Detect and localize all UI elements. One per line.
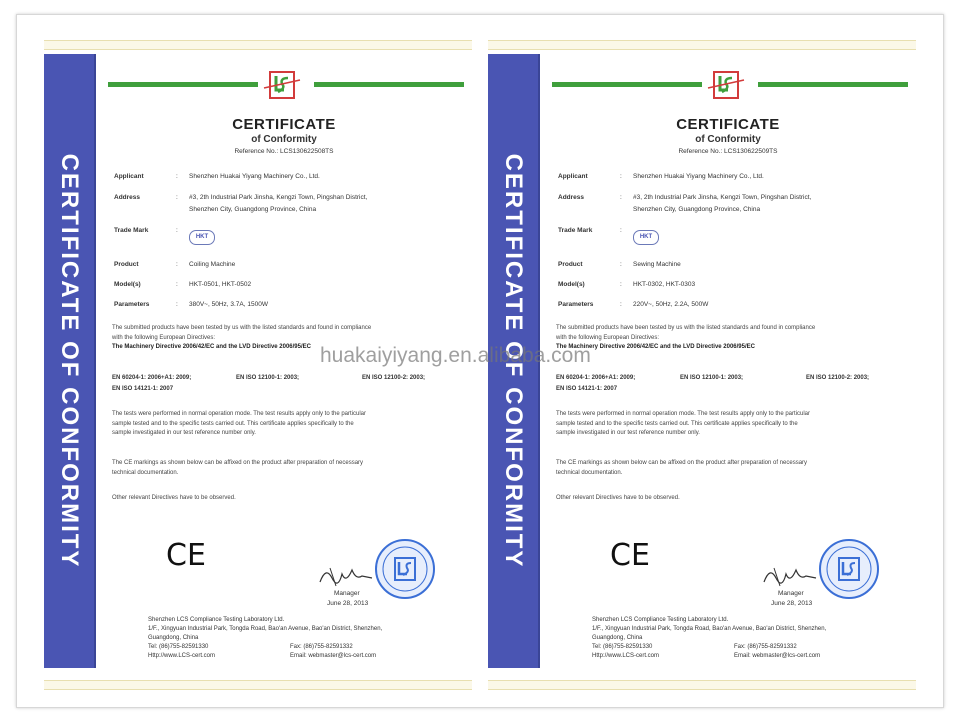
address-line-1: #3, 2th Industrial Park Jinsha, Kengzi Town, Pingshan District, [633, 194, 812, 201]
address-line-2: Shenzhen City, Guangdong Province, China [633, 206, 761, 213]
colon: : [176, 173, 178, 180]
colon: : [620, 261, 622, 268]
ce-mark: CE [610, 538, 650, 573]
lab-email: Email: webmaster@lcs-cert.com [734, 653, 821, 659]
watermark: huakaiyiyang.en.alibaba.com [320, 344, 591, 367]
ce-marking-paragraph [112, 459, 462, 478]
colon: : [176, 227, 178, 234]
green-rule-left [552, 82, 702, 87]
text-line: The CE markings as shown below can be affixed on the product after preparation of necessary [556, 460, 808, 466]
colon: : [176, 261, 178, 268]
product-label: Product [114, 261, 139, 268]
certificate-subtitle: of Conformity [695, 134, 761, 145]
colon: : [620, 227, 622, 234]
ce-marking-paragraph [556, 459, 906, 478]
parameters-label: Parameters [114, 301, 150, 308]
standard-2: EN ISO 12100-1: 2003; [236, 375, 300, 381]
lab-address-2: Guangdong, China [148, 635, 199, 641]
text-line: The submitted products have been tested by us with the listed standards and found in compliance [556, 325, 816, 331]
colon: : [176, 281, 178, 288]
colon: : [176, 301, 178, 308]
ce-mark: CE [166, 538, 206, 573]
text-line: sample investigated in our test reference number only. [112, 430, 256, 436]
product-label: Product [558, 261, 583, 268]
text-line: with the following European Directives: [556, 334, 660, 341]
standard-4: EN ISO 14121-1: 2007 [556, 386, 618, 392]
standard-1: EN 60204-1: 2006+A1: 2009; [556, 375, 636, 381]
side-band-text: CERTIFICATE OF CONFORMITY [56, 153, 83, 569]
hkt-trademark-logo: HKT [633, 230, 659, 245]
standard-1: EN 60204-1: 2006+A1: 2009; [112, 375, 192, 381]
certificate-title: CERTIFICATE [676, 116, 780, 133]
manager-label: Manager [334, 590, 360, 597]
top-border [44, 40, 472, 50]
colon: : [620, 194, 622, 201]
lab-address-1: 1/F., Xingyuan Industrial Park, Tongda Road, Bao'an Avenue, Bao'an District, Shenzhen, [148, 626, 383, 632]
text-line: The CE markings as shown below can be affixed on the product after preparation of necessary [112, 460, 364, 466]
lcs-seal-icon [818, 538, 880, 600]
certificate-subtitle: of Conformity [251, 134, 317, 145]
colon: : [620, 301, 622, 308]
compliance-paragraph [556, 324, 906, 353]
address-label: Address [558, 194, 585, 201]
top-border [488, 40, 916, 50]
reference-number: Reference No.: LCS130622508TS [234, 148, 334, 155]
lab-fax: Fax: (86)755-82591332 [290, 644, 353, 650]
side-band-text: CERTIFICATE OF CONFORMITY [500, 153, 527, 569]
side-band [44, 54, 96, 668]
standard-4: EN ISO 14121-1: 2007 [112, 386, 174, 392]
text-line: sample investigated in our test reference number only. [556, 430, 700, 436]
parameters-label: Parameters [558, 301, 594, 308]
lab-website: Http://www.LCS-cert.com [592, 653, 660, 659]
lab-fax: Fax: (86)755-82591332 [734, 644, 797, 650]
green-rule-right [314, 82, 464, 87]
applicant-value: Shenzhen Huakai Yiyang Machinery Co., Ltd. [633, 173, 764, 180]
green-rule-left [108, 82, 258, 87]
trademark-label: Trade Mark [558, 227, 593, 234]
bottom-border [44, 680, 472, 690]
lcs-logo-icon [706, 66, 746, 106]
colon: : [620, 173, 622, 180]
text-line: sample tested and to the specific tests carried out. This certificate applies specifically to the [556, 420, 798, 427]
parameters-value: 380V~, 50Hz, 3.7A, 1500W [189, 301, 268, 308]
issue-date: June 28, 2013 [771, 600, 813, 607]
lab-address-1: 1/F., Xingyuan Industrial Park, Tongda Road, Bao'an Avenue, Bao'an District, Shenzhen, [592, 626, 827, 632]
applicant-value: Shenzhen Huakai Yiyang Machinery Co., Ltd. [189, 173, 320, 180]
address-label: Address [114, 194, 141, 201]
text-line: technical documentation. [556, 469, 623, 476]
text-line: with the following European Directives: [112, 334, 216, 341]
manager-signature-icon [316, 560, 376, 590]
lab-tel: Tel: (86)755-82591330 [148, 644, 209, 650]
model-label: Model(s) [558, 281, 585, 288]
trademark-label: Trade Mark [114, 227, 149, 234]
other-directives: Other relevant Directives have to be observed. [556, 495, 680, 501]
address-line-2: Shenzhen City, Guangdong Province, China [189, 206, 317, 213]
green-rule-right [758, 82, 908, 87]
product-value: Sewing Machine [633, 261, 681, 268]
other-directives: Other relevant Directives have to be observed. [112, 495, 236, 501]
issue-date: June 28, 2013 [327, 600, 369, 607]
test-paragraph [556, 410, 906, 439]
lcs-seal-icon [374, 538, 436, 600]
test-paragraph [112, 410, 462, 439]
text-line: sample tested and to the specific tests carried out. This certificate applies specifically to the [112, 420, 354, 427]
lab-address-2: Guangdong, China [592, 635, 643, 641]
lcs-logo-icon [262, 66, 302, 106]
text-line: The submitted products have been tested by us with the listed standards and found in compliance [112, 325, 372, 331]
product-value: Coiling Machine [189, 261, 236, 268]
colon: : [176, 194, 178, 201]
model-label: Model(s) [114, 281, 141, 288]
text-line: technical documentation. [112, 469, 179, 476]
model-value: HKT-0302, HKT-0303 [633, 281, 696, 288]
standard-2: EN ISO 12100-1: 2003; [680, 375, 744, 381]
certificate-title: CERTIFICATE [232, 116, 336, 133]
standard-3: EN ISO 12100-2: 2003; [806, 375, 870, 381]
lab-website: Http://www.LCS-cert.com [148, 653, 216, 659]
colon: : [620, 281, 622, 288]
model-value: HKT-0501, HKT-0502 [189, 281, 252, 288]
bottom-border [488, 680, 916, 690]
address-line-1: #3, 2th Industrial Park Jinsha, Kengzi Town, Pingshan District, [189, 194, 368, 201]
applicant-label: Applicant [114, 173, 144, 180]
lab-name: Shenzhen LCS Compliance Testing Laboratory Ltd. [592, 617, 729, 623]
reference-number: Reference No.: LCS130622509TS [678, 148, 778, 155]
manager-label: Manager [778, 590, 804, 597]
lab-tel: Tel: (86)755-82591330 [592, 644, 653, 650]
parameters-value: 220V~, 50Hz, 2.2A, 500W [633, 301, 709, 308]
manager-signature-icon [760, 560, 820, 590]
standard-3: EN ISO 12100-2: 2003; [362, 375, 426, 381]
text-line: The tests were performed in normal operation mode. The test results apply only to the particular [556, 411, 811, 417]
lab-email: Email: webmaster@lcs-cert.com [290, 653, 377, 659]
applicant-label: Applicant [558, 173, 588, 180]
text-line: The tests were performed in normal operation mode. The test results apply only to the particular [112, 411, 367, 417]
directive-text: The Machinery Directive 2006/42/EC and the LVD Directive 2006/95/EC [112, 344, 311, 350]
directive-text: The Machinery Directive 2006/42/EC and the LVD Directive 2006/95/EC [556, 344, 755, 350]
hkt-trademark-logo: HKT [189, 230, 215, 245]
lab-name: Shenzhen LCS Compliance Testing Laboratory Ltd. [148, 617, 285, 623]
